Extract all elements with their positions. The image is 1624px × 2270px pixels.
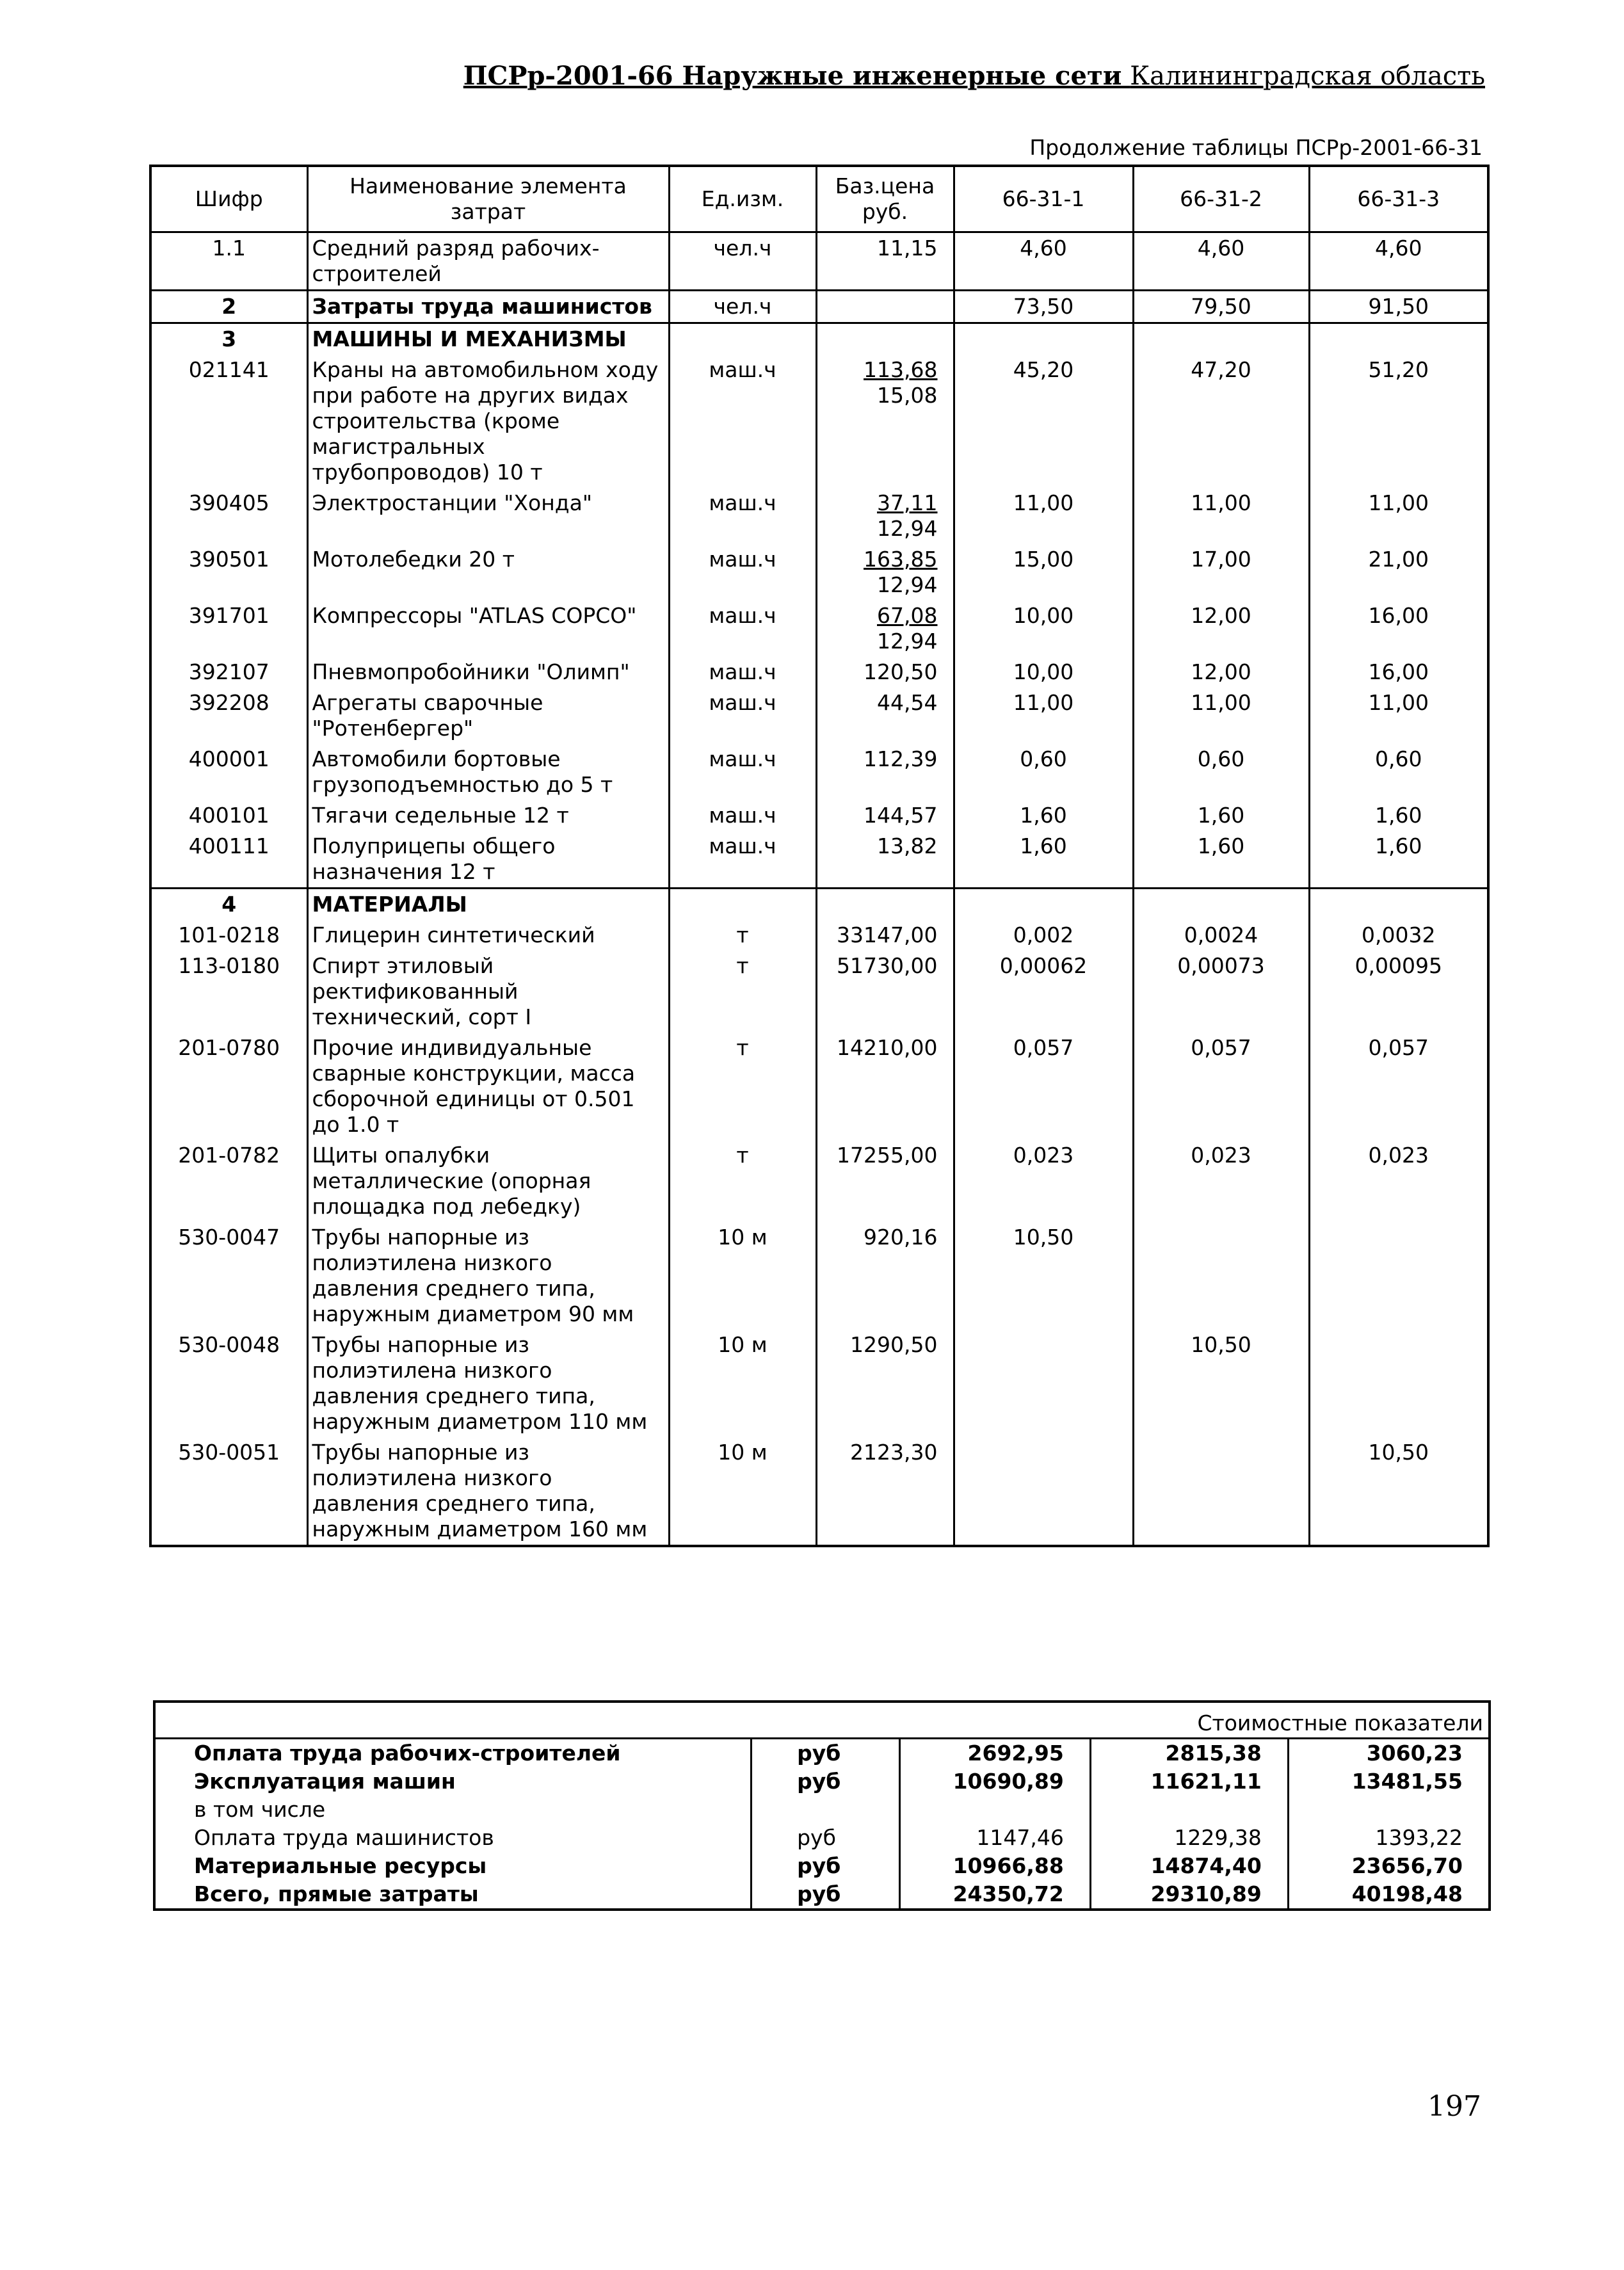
- cell-variant-2: [1133, 1222, 1309, 1330]
- cell-variant-3: 16,00: [1309, 657, 1488, 688]
- price-driver-wage: 12,94: [877, 572, 938, 597]
- cell-variant-3: 11,00: [1309, 488, 1488, 544]
- cell-price: [816, 1033, 954, 1140]
- table-row: [150, 951, 1488, 1033]
- cost-row: [154, 1824, 1490, 1852]
- table-row: [150, 544, 1488, 600]
- cost-row: [154, 1796, 1490, 1824]
- cell-variant-2: 12,00: [1133, 657, 1309, 688]
- cell-name: Щиты опалубки металлические (опорная площадка под лебедку): [307, 1140, 669, 1222]
- cost-row: [154, 1739, 1490, 1768]
- cell-code: 530-0051: [150, 1437, 307, 1546]
- cell-variant-1: 4,60: [954, 232, 1133, 291]
- cell-name: Пневмопробойники "Олимп": [307, 657, 669, 688]
- cell-variant-3: 21,00: [1309, 544, 1488, 600]
- price-value: 920,16: [864, 1225, 938, 1250]
- cost-caption: Стоимостные показатели: [154, 1702, 1490, 1739]
- cell-variant-3: 1,60: [1309, 831, 1488, 889]
- price-value: 44,54: [877, 690, 938, 715]
- price-driver-wage: 15,08: [877, 383, 938, 408]
- table-row: [150, 688, 1488, 744]
- column-header-code: Шифр: [150, 166, 307, 232]
- cell-name: Средний разряд рабочих-строителей: [307, 232, 669, 291]
- cost-unit: руб: [752, 1739, 900, 1768]
- cell-variant-3: 0,0032: [1309, 920, 1488, 951]
- cell-price: [816, 688, 954, 744]
- cost-variant-1: [899, 1796, 1090, 1824]
- cell-price: [816, 951, 954, 1033]
- cell-code: 400111: [150, 831, 307, 889]
- page-number: 197: [1427, 2090, 1481, 2123]
- cell-price: [816, 920, 954, 951]
- cell-unit: чел.ч: [669, 291, 816, 323]
- cost-variant-3: 40198,48: [1288, 1880, 1490, 1910]
- cell-code: 392107: [150, 657, 307, 688]
- cell-name: Автомобили бортовые грузоподъемностью до 5 т: [307, 744, 669, 800]
- cell-variant-1: 11,00: [954, 688, 1133, 744]
- cell-variant-3: [1309, 323, 1488, 355]
- cell-variant-2: 4,60: [1133, 232, 1309, 291]
- cell-price: [816, 323, 954, 355]
- cell-variant-3: 16,00: [1309, 600, 1488, 657]
- cell-name: Полуприцепы общего назначения 12 т: [307, 831, 669, 889]
- table-row: [150, 831, 1488, 889]
- cell-variant-1: 10,00: [954, 657, 1133, 688]
- cell-variant-2: 11,00: [1133, 688, 1309, 744]
- cell-code: 400001: [150, 744, 307, 800]
- price-value: 2123,30: [850, 1440, 938, 1465]
- price-value: 67,08: [877, 603, 938, 628]
- cell-unit: т: [669, 1140, 816, 1222]
- cost-label: Эксплуатация машин: [194, 1769, 456, 1794]
- cell-name: Прочие индивидуальные сварные конструкции, масса сборочной единицы от 0.501 до 1.0 т: [307, 1033, 669, 1140]
- cost-unit: руб: [752, 1767, 900, 1796]
- cost-unit: руб: [752, 1852, 900, 1880]
- cell-name: Тягачи седельные 12 т: [307, 800, 669, 831]
- continuation-note: Продолжение таблицы ПСРр-2001-66-31: [1029, 135, 1483, 160]
- cell-variant-3: 0,00095: [1309, 951, 1488, 1033]
- cell-variant-1: 0,60: [954, 744, 1133, 800]
- cell-variant-2: 0,023: [1133, 1140, 1309, 1222]
- cell-unit: маш.ч: [669, 600, 816, 657]
- cell-price: [816, 831, 954, 889]
- cell-code: 400101: [150, 800, 307, 831]
- cell-unit: маш.ч: [669, 744, 816, 800]
- column-header-name: Наименование элемента затрат: [307, 166, 669, 232]
- cost-variant-2: 1229,38: [1090, 1824, 1288, 1852]
- cost-label: Материальные ресурсы: [194, 1853, 487, 1878]
- cell-variant-3: 0,60: [1309, 744, 1488, 800]
- cell-unit: маш.ч: [669, 657, 816, 688]
- cost-variant-1: 10966,88: [899, 1852, 1090, 1880]
- cell-unit: маш.ч: [669, 355, 816, 488]
- column-header-variant-2: 66-31-2: [1133, 166, 1309, 232]
- price-value: 51730,00: [837, 953, 938, 978]
- cell-unit: 10 м: [669, 1437, 816, 1546]
- cell-code: 392208: [150, 688, 307, 744]
- cell-variant-3: [1309, 1330, 1488, 1437]
- cell-code: 3: [150, 323, 307, 355]
- cell-variant-3: 4,60: [1309, 232, 1488, 291]
- cell-price: [816, 600, 954, 657]
- document-code: ПСРр-2001-66 Наружные инженерные сети: [463, 61, 1122, 91]
- cost-variant-3: 13481,55: [1288, 1767, 1490, 1796]
- price-value: 163,85: [864, 547, 938, 572]
- cost-label: Всего, прямые затраты: [194, 1881, 479, 1906]
- cell-name: Трубы напорные из полиэтилена низкого давления среднего типа, наружным диаметром 160 мм: [307, 1437, 669, 1546]
- price-driver-wage: 12,94: [877, 516, 938, 541]
- table-row: [150, 1330, 1488, 1437]
- cell-variant-1: 1,60: [954, 800, 1133, 831]
- column-header-variant-1: 66-31-1: [954, 166, 1133, 232]
- section-row: [150, 323, 1488, 355]
- cost-caption-row: [154, 1702, 1490, 1739]
- cell-variant-2: 10,50: [1133, 1330, 1309, 1437]
- cell-variant-2: [1133, 889, 1309, 921]
- cell-unit: маш.ч: [669, 688, 816, 744]
- cell-price: [816, 1140, 954, 1222]
- table-row: [150, 800, 1488, 831]
- price-value: 17255,00: [837, 1143, 938, 1168]
- cost-variant-3: 1393,22: [1288, 1824, 1490, 1852]
- cost-variant-3: 23656,70: [1288, 1852, 1490, 1880]
- cost-variant-2: 2815,38: [1090, 1739, 1288, 1768]
- cell-name: Трубы напорные из полиэтилена низкого давления среднего типа, наружным диаметром 110 мм: [307, 1330, 669, 1437]
- cost-indicators-table: [153, 1700, 1491, 1911]
- cell-variant-1: 15,00: [954, 544, 1133, 600]
- cell-name: МАТЕРИАЛЫ: [307, 889, 669, 921]
- cell-variant-3: 51,20: [1309, 355, 1488, 488]
- cell-variant-1: 0,00062: [954, 951, 1133, 1033]
- cell-variant-3: 0,023: [1309, 1140, 1488, 1222]
- cell-code: 1.1: [150, 232, 307, 291]
- cell-unit: т: [669, 951, 816, 1033]
- price-value: 37,11: [877, 490, 938, 515]
- cell-variant-1: [954, 323, 1133, 355]
- cell-price: [816, 1330, 954, 1437]
- cell-code: 530-0047: [150, 1222, 307, 1330]
- price-value: 14210,00: [837, 1035, 938, 1060]
- cell-unit: чел.ч: [669, 232, 816, 291]
- price-value: 112,39: [864, 746, 938, 771]
- cell-name: Глицерин синтетический: [307, 920, 669, 951]
- cell-variant-2: 12,00: [1133, 600, 1309, 657]
- table-row: [150, 355, 1488, 488]
- cost-row: [154, 1852, 1490, 1880]
- cell-variant-2: 11,00: [1133, 488, 1309, 544]
- cell-code: 390501: [150, 544, 307, 600]
- table-row: [150, 488, 1488, 544]
- cost-variant-1: 10690,89: [899, 1767, 1090, 1796]
- cell-unit: т: [669, 920, 816, 951]
- cell-code: 101-0218: [150, 920, 307, 951]
- cost-row: [154, 1767, 1490, 1796]
- cell-price: [816, 232, 954, 291]
- cell-code: 201-0780: [150, 1033, 307, 1140]
- cost-variant-1: 24350,72: [899, 1880, 1090, 1910]
- cell-code: 113-0180: [150, 951, 307, 1033]
- cell-variant-2: 0,00073: [1133, 951, 1309, 1033]
- cell-code: 391701: [150, 600, 307, 657]
- cell-name: Электростанции "Хонда": [307, 488, 669, 544]
- cell-code: 201-0782: [150, 1140, 307, 1222]
- cost-label: Оплата труда машинистов: [194, 1825, 494, 1850]
- column-header-unit: Ед.изм.: [669, 166, 816, 232]
- cost-variant-1: 2692,95: [899, 1739, 1090, 1768]
- cell-name: МАШИНЫ И МЕХАНИЗМЫ: [307, 323, 669, 355]
- cell-variant-1: 73,50: [954, 291, 1133, 323]
- price-value: 1290,50: [850, 1332, 938, 1357]
- cell-price: [816, 488, 954, 544]
- cell-price: [816, 355, 954, 488]
- cell-variant-1: 10,00: [954, 600, 1133, 657]
- cell-variant-1: 45,20: [954, 355, 1133, 488]
- table-header-row: [150, 166, 1488, 232]
- resource-table: [149, 165, 1490, 1547]
- table-row: [150, 1033, 1488, 1140]
- cell-variant-2: 0,60: [1133, 744, 1309, 800]
- table-row: [150, 1222, 1488, 1330]
- cell-unit: 10 м: [669, 1222, 816, 1330]
- cell-code: 390405: [150, 488, 307, 544]
- cell-price: [816, 1437, 954, 1546]
- price-value: 13,82: [877, 833, 938, 858]
- cell-name: Агрегаты сварочные "Ротенбергер": [307, 688, 669, 744]
- cost-variant-1: 1147,46: [899, 1824, 1090, 1852]
- cell-variant-1: [954, 1330, 1133, 1437]
- cell-variant-3: 91,50: [1309, 291, 1488, 323]
- cost-variant-2: 14874,40: [1090, 1852, 1288, 1880]
- cost-unit: руб: [752, 1880, 900, 1910]
- cell-variant-2: 47,20: [1133, 355, 1309, 488]
- cost-label: Оплата труда рабочих-строителей: [194, 1741, 621, 1766]
- cost-unit: [752, 1796, 900, 1824]
- cell-code: 021141: [150, 355, 307, 488]
- region-name: Калининградская область: [1130, 61, 1485, 91]
- cost-variant-2: [1090, 1796, 1288, 1824]
- cell-price: [816, 1222, 954, 1330]
- cell-variant-1: 0,057: [954, 1033, 1133, 1140]
- cell-variant-2: 17,00: [1133, 544, 1309, 600]
- cell-variant-1: 0,023: [954, 1140, 1133, 1222]
- table-row: [150, 1140, 1488, 1222]
- cost-variant-3: [1288, 1796, 1490, 1824]
- cell-variant-3: [1309, 889, 1488, 921]
- cost-variant-3: 3060,23: [1288, 1739, 1490, 1768]
- cell-variant-3: 0,057: [1309, 1033, 1488, 1140]
- price-driver-wage: 12,94: [877, 629, 938, 654]
- price-value: 11,15: [877, 236, 938, 261]
- cell-price: [816, 744, 954, 800]
- cell-variant-2: 1,60: [1133, 800, 1309, 831]
- cell-unit: маш.ч: [669, 800, 816, 831]
- table-row: [150, 657, 1488, 688]
- cell-variant-1: 0,002: [954, 920, 1133, 951]
- cell-variant-3: 10,50: [1309, 1437, 1488, 1546]
- cost-body: [154, 1739, 1490, 1910]
- cell-price: [816, 544, 954, 600]
- price-value: 33147,00: [837, 922, 938, 947]
- cell-name: Компрессоры "ATLAS COPCO": [307, 600, 669, 657]
- column-header-variant-3: 66-31-3: [1309, 166, 1488, 232]
- column-header-price: Баз.цена руб.: [816, 166, 954, 232]
- cell-price: [816, 889, 954, 921]
- cell-unit: [669, 323, 816, 355]
- cell-variant-1: 10,50: [954, 1222, 1133, 1330]
- table-row: [150, 744, 1488, 800]
- cell-unit: т: [669, 1033, 816, 1140]
- cell-variant-2: [1133, 1437, 1309, 1546]
- cell-variant-2: 0,0024: [1133, 920, 1309, 951]
- cost-variant-2: 11621,11: [1090, 1767, 1288, 1796]
- cost-row: [154, 1880, 1490, 1910]
- table-body: [150, 232, 1488, 1547]
- page-header: [0, 61, 1485, 91]
- table-row: [150, 920, 1488, 951]
- cell-code: 530-0048: [150, 1330, 307, 1437]
- cost-unit: руб: [752, 1824, 900, 1852]
- cell-name: Мотолебедки 20 т: [307, 544, 669, 600]
- cell-price: [816, 657, 954, 688]
- section-row: [150, 889, 1488, 921]
- price-value: 120,50: [864, 659, 938, 684]
- cell-price: [816, 291, 954, 323]
- cell-variant-3: 1,60: [1309, 800, 1488, 831]
- cell-code: 2: [150, 291, 307, 323]
- cost-variant-2: 29310,89: [1090, 1880, 1288, 1910]
- cell-unit: маш.ч: [669, 831, 816, 889]
- cell-variant-3: 11,00: [1309, 688, 1488, 744]
- cost-label: в том числе: [194, 1797, 326, 1822]
- cell-variant-1: [954, 1437, 1133, 1546]
- table-row: [150, 1437, 1488, 1546]
- cell-variant-2: [1133, 323, 1309, 355]
- cell-unit: маш.ч: [669, 488, 816, 544]
- cell-name: Спирт этиловый ректификованный технический, сорт I: [307, 951, 669, 1033]
- cell-name: Трубы напорные из полиэтилена низкого давления среднего типа, наружным диаметром 90 мм: [307, 1222, 669, 1330]
- section-row: [150, 291, 1488, 323]
- cell-unit: 10 м: [669, 1330, 816, 1437]
- cell-variant-1: [954, 889, 1133, 921]
- cell-name: Затраты труда машинистов: [307, 291, 669, 323]
- cell-name: Краны на автомобильном ходу при работе на других видах строительства (кроме магистральных трубопроводов) 10 т: [307, 355, 669, 488]
- cell-price: [816, 800, 954, 831]
- cell-variant-3: [1309, 1222, 1488, 1330]
- cell-variant-1: 11,00: [954, 488, 1133, 544]
- table-row: [150, 232, 1488, 291]
- price-value: 144,57: [864, 803, 938, 828]
- cell-variant-2: 79,50: [1133, 291, 1309, 323]
- cell-code: 4: [150, 889, 307, 921]
- cell-variant-1: 1,60: [954, 831, 1133, 889]
- cell-variant-2: 0,057: [1133, 1033, 1309, 1140]
- table-row: [150, 600, 1488, 657]
- cell-variant-2: 1,60: [1133, 831, 1309, 889]
- price-value: 113,68: [864, 357, 938, 382]
- cell-unit: [669, 889, 816, 921]
- cell-unit: маш.ч: [669, 544, 816, 600]
